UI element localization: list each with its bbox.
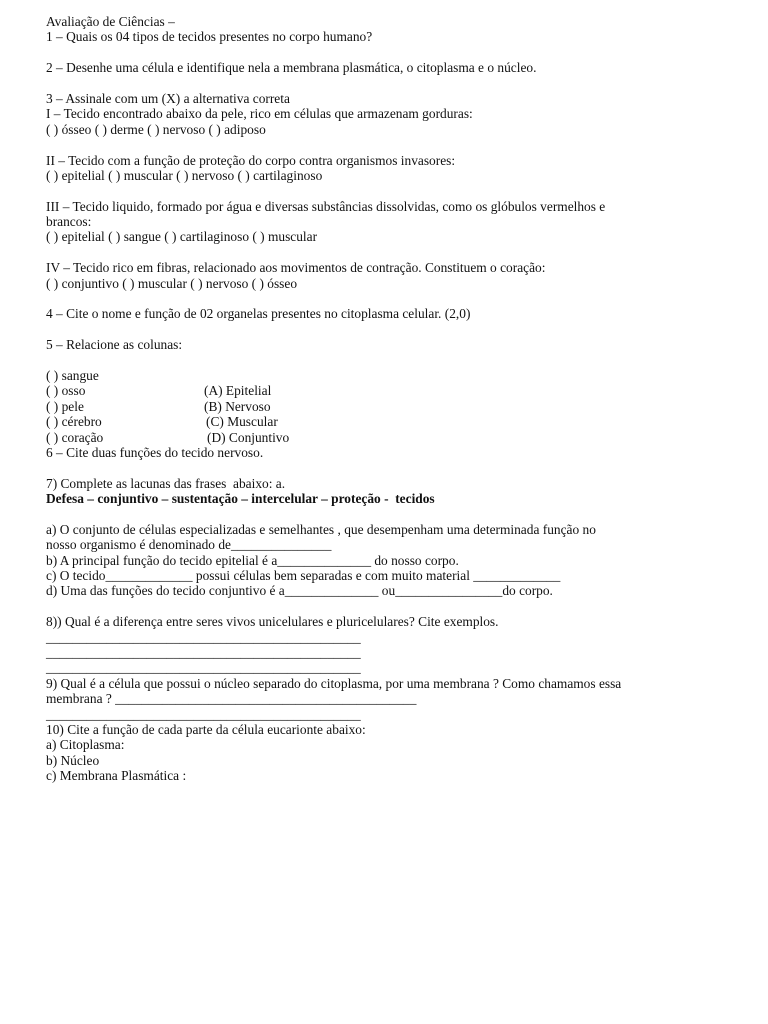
match-left-item: ( ) cérebro <box>46 414 102 430</box>
question-6: 6 – Cite duas funções do tecido nervoso. <box>46 444 264 460</box>
question-3-item-2: II – Tecido com a função de proteção do corpo contra organismos invasores: <box>46 152 456 168</box>
question-10-heading: 10) Cite a função de cada parte da célula eucarionte abaixo: <box>46 721 366 737</box>
answer-line: _______________________________________________ <box>46 629 361 645</box>
question-10-item-a: a) Citoplasma: <box>46 737 125 753</box>
question-3-item-1-options: ( ) ósseo ( ) derme ( ) nervoso ( ) adiposo <box>46 121 266 137</box>
match-right-item: (D) Conjuntivo <box>207 429 290 445</box>
question-3-item-4: IV – Tecido rico em fibras, relacionado aos movimentos de contração. Constituem o coração: <box>46 260 546 276</box>
match-right-item: (C) Muscular <box>206 414 278 430</box>
question-3-item-1: I – Tecido encontrado abaixo da pele, rico em células que armazenam gorduras: <box>46 106 473 122</box>
answer-line: _______________________________________________ <box>46 645 361 661</box>
question-10-item-b: b) Núcleo <box>46 752 100 768</box>
worksheet-title: Avaliação de Ciências – <box>46 14 175 29</box>
question-9-line-2: membrana ? _____________________________________________ <box>46 691 417 707</box>
match-left-item: ( ) sangue <box>46 368 99 383</box>
question-3-item-3-cont: brancos: <box>46 214 92 230</box>
question-7-a-line-1: a) O conjunto de células especializadas e semelhantes , que desempenham uma determinada função no <box>46 521 596 537</box>
question-10-item-c: c) Membrana Plasmática : <box>46 768 187 784</box>
question-3-heading: 3 – Assinale com um (X) a alternativa correta <box>46 90 290 106</box>
match-left-item: ( ) pele <box>46 398 84 414</box>
worksheet <box>46 14 726 784</box>
answer-line: _______________________________________________ <box>46 706 361 722</box>
question-5-heading: 5 – Relacione as colunas: <box>46 337 183 353</box>
question-3-item-3-options: ( ) epitelial ( ) sangue ( ) cartilaginoso ( ) muscular <box>46 229 318 245</box>
question-2: 2 – Desenhe uma célula e identifique nela a membrana plasmática, o citoplasma e o núcleo. <box>46 60 537 76</box>
question-1: 1 – Quais os 04 tipos de tecidos presentes no corpo humano? <box>46 29 373 45</box>
question-9-line-1: 9) Qual é a célula que possui o núcleo separado do citoplasma, por uma membrana ? Como chamamos essa <box>46 675 622 691</box>
question-7-c: c) O tecido_____________ possui células bem separadas e com muito material _____________ <box>46 568 561 584</box>
question-7-b: b) A principal função do tecido epitelial é a______________ do nosso corpo. <box>46 552 459 568</box>
question-3-item-4-options: ( ) conjuntivo ( ) muscular ( ) nervoso ( ) ósseo <box>46 275 298 291</box>
question-4: 4 – Cite o nome e função de 02 organelas presentes no citoplasma celular. (2,0) <box>46 306 471 322</box>
match-right-item: (A) Epitelial <box>204 383 272 399</box>
match-right-item: (B) Nervoso <box>204 398 271 414</box>
question-7-word-bank: Defesa – conjuntivo – sustentação – intercelular – proteção - tecidos <box>46 491 435 507</box>
question-7-a-line-2: nosso organismo é denominado de_______________ <box>46 537 332 553</box>
question-7-heading: 7) Complete as lacunas das frases abaixo: a. <box>46 475 286 491</box>
question-3-item-2-options: ( ) epitelial ( ) muscular ( ) nervoso ( ) cartilaginoso <box>46 167 323 183</box>
answer-line: _______________________________________________ <box>46 660 361 676</box>
match-left-item: ( ) osso <box>46 383 86 399</box>
match-left-item: ( ) coração <box>46 429 104 445</box>
question-7-d: d) Uma das funções do tecido conjuntivo é a______________ ou________________do corpo. <box>46 583 553 599</box>
question-3-item-3: III – Tecido liquido, formado por água e diversas substâncias dissolvidas, como os glóbulos vermelhos e <box>46 198 606 214</box>
question-8: 8)) Qual é a diferença entre seres vivos unicelulares e pluricelulares? Cite exemplos. <box>46 614 499 630</box>
